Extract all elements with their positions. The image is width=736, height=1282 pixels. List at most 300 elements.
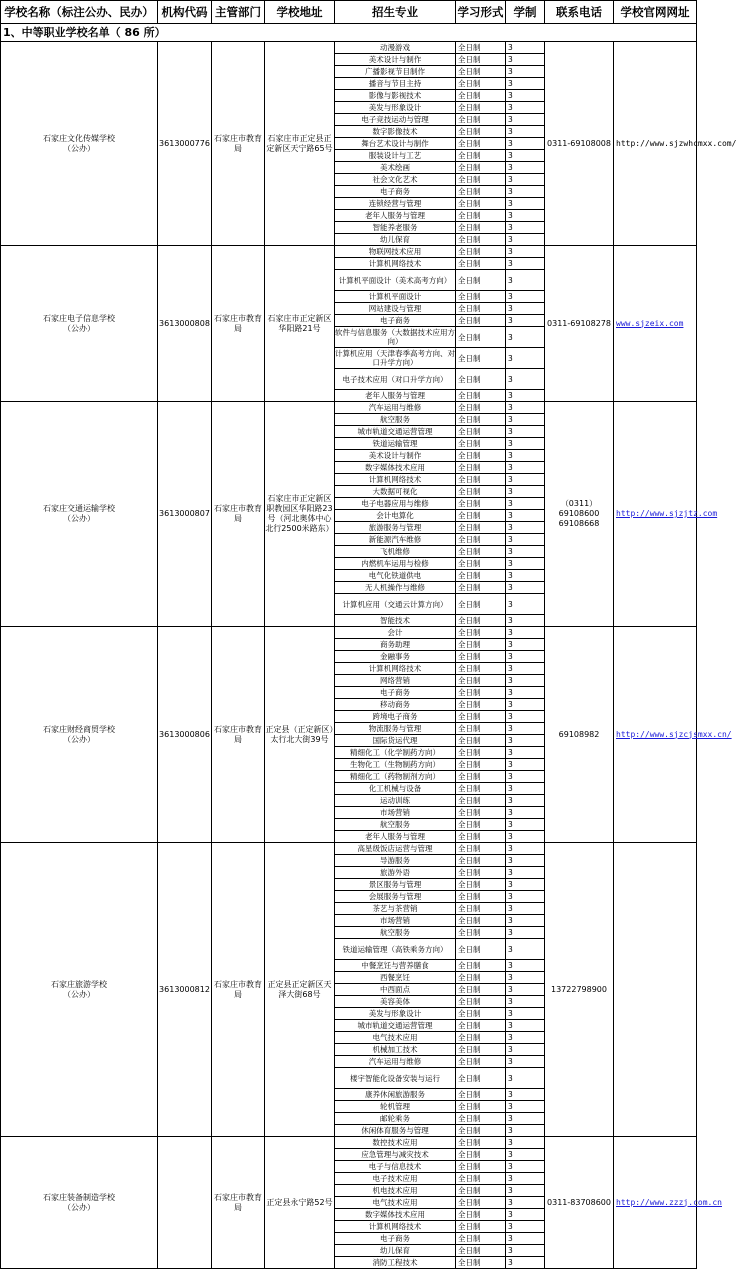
duration: 3 — [506, 90, 545, 102]
major-name: 航空服务 — [335, 414, 456, 426]
duration: 3 — [506, 174, 545, 186]
address: 石家庄市正定县正定新区天宁路65号 — [265, 42, 335, 246]
study-form: 全日制 — [456, 1032, 506, 1044]
duration: 3 — [506, 867, 545, 879]
major-name: 计算机网络技术 — [335, 474, 456, 486]
study-form: 全日制 — [456, 996, 506, 1008]
school-name: 石家庄装备制造学校 — [43, 1192, 115, 1202]
department: 石家庄市教育局 — [212, 42, 265, 246]
duration: 3 — [506, 699, 545, 711]
duration: 3 — [506, 462, 545, 474]
header-duration: 学制 — [506, 1, 545, 24]
major-name: 汽车运用与维修 — [335, 1056, 456, 1068]
duration: 3 — [506, 783, 545, 795]
major-name: 计算机网络技术 — [335, 1221, 456, 1233]
study-form: 全日制 — [456, 843, 506, 855]
website-cell[interactable] — [614, 627, 732, 843]
major-name: 茶艺与茶营销 — [335, 903, 456, 915]
address: 正定县永宁路52号 — [265, 1137, 335, 1269]
major-name: 会计电算化 — [335, 510, 456, 522]
duration: 3 — [506, 627, 545, 639]
duration: 3 — [506, 1185, 545, 1197]
school-name-cell — [1, 843, 158, 1137]
duration: 3 — [506, 1245, 545, 1257]
phone: 0311-69108008 — [545, 42, 614, 246]
study-form: 全日制 — [456, 1197, 506, 1209]
website-link[interactable]: http://www.zzzj.com.cn — [616, 1197, 722, 1207]
study-form: 全日制 — [456, 723, 506, 735]
study-form: 全日制 — [456, 1089, 506, 1101]
major-name: 高星级饭店运营与管理 — [335, 843, 456, 855]
study-form: 全日制 — [456, 258, 506, 270]
major-name: 中餐烹饪与营养膳食 — [335, 960, 456, 972]
study-form: 全日制 — [456, 462, 506, 474]
duration: 3 — [506, 186, 545, 198]
duration: 3 — [506, 570, 545, 582]
org-code — [158, 1137, 212, 1269]
duration: 3 — [506, 984, 545, 996]
major-name: 康养休闲旅游服务 — [335, 1089, 456, 1101]
study-form: 全日制 — [456, 1008, 506, 1020]
duration: 3 — [506, 1221, 545, 1233]
study-form: 全日制 — [456, 747, 506, 759]
study-form: 全日制 — [456, 246, 506, 258]
website-cell — [614, 42, 736, 246]
duration: 3 — [506, 1008, 545, 1020]
org-code: 3613000806 — [158, 627, 212, 843]
org-code: 3613000808 — [158, 246, 212, 402]
study-form: 全日制 — [456, 450, 506, 462]
duration: 3 — [506, 291, 545, 303]
duration: 3 — [506, 996, 545, 1008]
duration: 3 — [506, 402, 545, 414]
major-name: 电气技术应用 — [335, 1032, 456, 1044]
header-website: 学校官网网址 — [614, 1, 697, 24]
study-form: 全日制 — [456, 1125, 506, 1137]
duration: 3 — [506, 819, 545, 831]
duration: 3 — [506, 651, 545, 663]
major-name: 美术设计与制作 — [335, 450, 456, 462]
school-name-cell — [1, 402, 158, 627]
study-form: 全日制 — [456, 291, 506, 303]
major-name: 汽车运用与维修 — [335, 402, 456, 414]
duration: 3 — [506, 498, 545, 510]
school-name: 石家庄文化传媒学校 — [43, 133, 115, 143]
major-name: 计算机平面设计（美术高考方向） — [335, 270, 456, 291]
duration: 3 — [506, 1173, 545, 1185]
website-link[interactable]: www.sjzeix.com — [616, 318, 684, 328]
website-link[interactable]: http://www.sjzjtz.com — [616, 509, 718, 518]
study-form: 全日制 — [456, 438, 506, 450]
major-name: 动漫游戏 — [335, 42, 456, 54]
address: 石家庄市正定新区职教园区华阳路23号（河北奥体中心北行2500米路东） — [265, 402, 335, 627]
phone: 0311-83708600 — [545, 1137, 614, 1269]
duration: 3 — [506, 522, 545, 534]
study-form: 全日制 — [456, 1068, 506, 1089]
school-name: 石家庄旅游学校 — [51, 979, 107, 989]
org-code: 3613000807 — [158, 402, 212, 627]
study-form: 全日制 — [456, 855, 506, 867]
header-address: 学校地址 — [265, 1, 335, 24]
duration: 3 — [506, 807, 545, 819]
duration: 3 — [506, 735, 545, 747]
study-form: 全日制 — [456, 582, 506, 594]
duration: 3 — [506, 1149, 545, 1161]
duration: 3 — [506, 1032, 545, 1044]
study-form: 全日制 — [456, 819, 506, 831]
study-form: 全日制 — [456, 903, 506, 915]
duration: 3 — [506, 639, 545, 651]
major-name: 大数据可视化 — [335, 486, 456, 498]
duration: 3 — [506, 258, 545, 270]
study-form: 全日制 — [456, 891, 506, 903]
study-form: 全日制 — [456, 303, 506, 315]
study-form: 全日制 — [456, 138, 506, 150]
major-name: 航空服务 — [335, 927, 456, 939]
study-form: 全日制 — [456, 327, 506, 348]
duration: 3 — [506, 831, 545, 843]
study-form: 全日制 — [456, 486, 506, 498]
study-form: 全日制 — [456, 348, 506, 369]
major-name: 精细化工（药物制剂方向） — [335, 771, 456, 783]
major-name: 景区服务与管理 — [335, 879, 456, 891]
school-name-cell — [1, 1137, 158, 1269]
study-form: 全日制 — [456, 78, 506, 90]
study-form: 全日制 — [456, 150, 506, 162]
duration: 3 — [506, 438, 545, 450]
major-row — [1, 1137, 697, 1149]
department: 石家庄市教育局 — [212, 843, 265, 1137]
study-form: 全日制 — [456, 651, 506, 663]
study-form: 全日制 — [456, 867, 506, 879]
duration: 3 — [506, 1044, 545, 1056]
study-form: 全日制 — [456, 66, 506, 78]
duration: 3 — [506, 1113, 545, 1125]
major-name: 轮机管理 — [335, 1101, 456, 1113]
study-form: 全日制 — [456, 1113, 506, 1125]
duration: 3 — [506, 102, 545, 114]
major-name: 化工机械与设备 — [335, 783, 456, 795]
study-form: 全日制 — [456, 315, 506, 327]
school-type: （公办） — [63, 734, 95, 744]
study-form: 全日制 — [456, 1209, 506, 1221]
study-form: 全日制 — [456, 414, 506, 426]
phone: 13722798900 — [545, 843, 614, 1137]
major-row — [1, 246, 697, 258]
major-name: 城市轨道交通运营管理 — [335, 426, 456, 438]
duration: 3 — [506, 1101, 545, 1113]
school-type: （公办） — [63, 323, 95, 333]
department: 石家庄市教育局 — [212, 402, 265, 627]
school-type: （公办） — [63, 514, 95, 523]
address: 正定县正定新区天泽大街68号 — [265, 843, 335, 1137]
major-name: 软件与信息服务（大数据技术应用方向） — [335, 328, 455, 346]
study-form: 全日制 — [456, 1185, 506, 1197]
duration: 3 — [506, 414, 545, 426]
major-row — [1, 42, 697, 54]
duration: 3 — [506, 891, 545, 903]
study-form: 全日制 — [456, 1020, 506, 1032]
major-name: 美术设计与制作 — [335, 54, 456, 66]
study-form: 全日制 — [456, 510, 506, 522]
study-form: 全日制 — [456, 594, 506, 615]
study-form: 全日制 — [456, 390, 506, 402]
major-row — [1, 843, 697, 855]
duration: 3 — [506, 1125, 545, 1137]
study-form: 全日制 — [456, 270, 506, 291]
major-name: 精细化工（化学制药方向） — [335, 747, 456, 759]
major-name: 物流服务与管理 — [335, 723, 456, 735]
duration: 3 — [506, 675, 545, 687]
duration: 3 — [506, 1089, 545, 1101]
school-name: 石家庄电子信息学校 — [43, 313, 115, 323]
duration: 3 — [506, 327, 545, 348]
study-form: 全日制 — [456, 210, 506, 222]
major-name: 影像与影视技术 — [335, 90, 456, 102]
website-link[interactable]: http://www.sjzcjsmxx.cn/ — [616, 729, 732, 739]
study-form: 全日制 — [456, 1101, 506, 1113]
major-name: 城市轨道交通运营管理 — [335, 1020, 456, 1032]
major-name: 电气技术应用 — [335, 1197, 456, 1209]
phone: 69108982 — [545, 627, 614, 843]
section-row — [1, 24, 697, 42]
website-cell[interactable] — [614, 246, 697, 402]
study-form: 全日制 — [456, 102, 506, 114]
study-form: 全日制 — [456, 699, 506, 711]
duration: 3 — [506, 369, 545, 390]
duration: 3 — [506, 234, 545, 246]
major-name: 旅游服务与管理 — [335, 522, 456, 534]
phone: 0311-69108278 — [545, 246, 614, 402]
duration: 3 — [506, 1197, 545, 1209]
major-name: 美术绘画 — [335, 162, 456, 174]
major-name: 数控技术应用 — [335, 1137, 456, 1149]
major-name: 邮轮乘务 — [335, 1113, 456, 1125]
duration: 3 — [506, 594, 545, 615]
study-form: 全日制 — [456, 1056, 506, 1068]
duration: 3 — [506, 198, 545, 210]
study-form: 全日制 — [456, 771, 506, 783]
major-name: 幼儿保育 — [335, 234, 456, 246]
major-row — [1, 402, 697, 414]
major-name: 电子技术应用（对口升学方向） — [335, 369, 456, 390]
duration: 3 — [506, 78, 545, 90]
major-name: 舞台艺术设计与制作 — [335, 138, 456, 150]
duration: 3 — [506, 687, 545, 699]
duration: 3 — [506, 150, 545, 162]
duration: 3 — [506, 474, 545, 486]
department: 石家庄市教育局 — [212, 1137, 265, 1269]
study-form: 全日制 — [456, 426, 506, 438]
header-phone: 联系电话 — [545, 1, 614, 24]
section-title: 1、中等职业学校名单（ 86 所） — [1, 24, 697, 42]
duration: 3 — [506, 126, 545, 138]
school-name-cell — [1, 627, 158, 843]
major-name: 铁道运输管理 — [335, 438, 456, 450]
study-form: 全日制 — [456, 546, 506, 558]
major-name: 广播影视节目制作 — [335, 66, 456, 78]
study-form: 全日制 — [456, 570, 506, 582]
department: 石家庄市教育局 — [212, 627, 265, 843]
major-name: 数字媒体技术应用 — [335, 462, 456, 474]
major-name: 电气化铁道供电 — [335, 570, 456, 582]
header-study-form: 学习形式 — [456, 1, 506, 24]
major-name: 幼儿保育 — [335, 1245, 456, 1257]
study-form: 全日制 — [456, 534, 506, 546]
major-name: 老年人服务与管理 — [335, 831, 456, 843]
major-name: 铁道运输管理（高铁乘务方向） — [335, 939, 456, 960]
duration: 3 — [506, 1020, 545, 1032]
major-name: 航空服务 — [335, 819, 456, 831]
study-form: 全日制 — [456, 1149, 506, 1161]
study-form: 全日制 — [456, 1233, 506, 1245]
duration: 3 — [506, 1161, 545, 1173]
school-name-cell — [1, 246, 158, 402]
major-name: 飞机维修 — [335, 546, 456, 558]
major-name: 电子商务 — [335, 1233, 456, 1245]
duration: 3 — [506, 558, 545, 570]
major-name: 市场营销 — [335, 915, 456, 927]
major-name: 计算机网络技术 — [335, 258, 456, 270]
major-name: 美发与形象设计 — [335, 1008, 456, 1020]
study-form: 全日制 — [456, 807, 506, 819]
school-name: 石家庄财经商贸学校 — [43, 724, 115, 734]
website-link: http://www.sjzwhcmxx.com/ — [616, 138, 736, 148]
duration: 3 — [506, 759, 545, 771]
major-name: 跨境电子商务 — [335, 711, 456, 723]
school-name-cell — [1, 42, 158, 246]
duration: 3 — [506, 663, 545, 675]
duration: 3 — [506, 771, 545, 783]
duration: 3 — [506, 747, 545, 759]
major-name: 生物化工（生物制药方向） — [335, 759, 456, 771]
major-name: 网站建设与管理 — [335, 303, 456, 315]
school-type: （公办） — [63, 1202, 95, 1212]
major-name: 内燃机车运用与检修 — [335, 558, 456, 570]
major-name: 新能源汽车维修 — [335, 534, 456, 546]
duration: 3 — [506, 315, 545, 327]
address: 石家庄市正定新区华阳路21号 — [265, 246, 335, 402]
study-form: 全日制 — [456, 687, 506, 699]
study-form: 全日制 — [456, 198, 506, 210]
major-name: 国际货运代理 — [335, 735, 456, 747]
major-name: 播音与节目主持 — [335, 78, 456, 90]
major-name: 美发与形象设计 — [335, 102, 456, 114]
duration: 3 — [506, 210, 545, 222]
header-department: 主管部门 — [212, 1, 265, 24]
duration: 3 — [506, 723, 545, 735]
major-name: 会展服务与管理 — [335, 891, 456, 903]
major-name: 楼宇智能化设备安装与运行 — [335, 1068, 456, 1089]
duration: 3 — [506, 927, 545, 939]
website-cell[interactable] — [614, 1137, 722, 1269]
major-name: 电子商务 — [335, 687, 456, 699]
study-form: 全日制 — [456, 735, 506, 747]
phone: （0311）69108600 69108668 — [545, 402, 614, 627]
department: 石家庄市教育局 — [212, 246, 265, 402]
duration: 3 — [506, 795, 545, 807]
duration: 3 — [506, 390, 545, 402]
duration: 3 — [506, 450, 545, 462]
major-name: 旅游外语 — [335, 867, 456, 879]
study-form: 全日制 — [456, 1161, 506, 1173]
major-name: 无人机操作与维修 — [335, 582, 456, 594]
major-name: 老年人服务与管理 — [335, 210, 456, 222]
org-code: 3613000812 — [158, 843, 212, 1137]
major-name: 美容美体 — [335, 996, 456, 1008]
study-form: 全日制 — [456, 42, 506, 54]
study-form: 全日制 — [456, 234, 506, 246]
study-form: 全日制 — [456, 54, 506, 66]
duration: 3 — [506, 1137, 545, 1149]
study-form: 全日制 — [456, 663, 506, 675]
duration: 3 — [506, 1056, 545, 1068]
study-form: 全日制 — [456, 783, 506, 795]
website-cell[interactable] — [614, 402, 718, 627]
major-name: 电子竞技运动与管理 — [335, 114, 456, 126]
major-name: 连锁经营与管理 — [335, 198, 456, 210]
major-name: 电子技术应用 — [335, 1173, 456, 1185]
study-form: 全日制 — [456, 615, 506, 627]
major-name: 智能养老服务 — [335, 222, 456, 234]
major-name: 物联网技术应用 — [335, 246, 456, 258]
study-form: 全日制 — [456, 114, 506, 126]
major-name: 移动商务 — [335, 699, 456, 711]
duration: 3 — [506, 1233, 545, 1245]
major-name: 老年人服务与管理 — [335, 390, 456, 402]
study-form: 全日制 — [456, 402, 506, 414]
study-form: 全日制 — [456, 162, 506, 174]
duration: 3 — [506, 843, 545, 855]
duration: 3 — [506, 855, 545, 867]
major-name: 运动训练 — [335, 795, 456, 807]
study-form: 全日制 — [456, 186, 506, 198]
duration: 3 — [506, 582, 545, 594]
study-form: 全日制 — [456, 498, 506, 510]
major-name: 智能技术 — [335, 615, 456, 627]
study-form: 全日制 — [456, 759, 506, 771]
address: 正定县（正定新区）太行北大街39号 — [265, 627, 335, 843]
study-form: 全日制 — [456, 831, 506, 843]
major-name: 计算机平面设计 — [335, 291, 456, 303]
study-form: 全日制 — [456, 711, 506, 723]
major-name: 电子与信息技术 — [335, 1161, 456, 1173]
study-form: 全日制 — [456, 1173, 506, 1185]
study-form: 全日制 — [456, 1257, 506, 1269]
major-name: 电子电器应用与维修 — [335, 498, 456, 510]
duration: 3 — [506, 114, 545, 126]
duration: 3 — [506, 903, 545, 915]
org-code: 3613000776 — [158, 42, 212, 246]
major-name: 社会文化艺术 — [335, 174, 456, 186]
study-form: 全日制 — [456, 558, 506, 570]
study-form: 全日制 — [456, 915, 506, 927]
header-org-code: 机构代码 — [158, 1, 212, 24]
duration: 3 — [506, 246, 545, 258]
duration: 3 — [506, 534, 545, 546]
duration: 3 — [506, 348, 545, 369]
major-name: 市场营销 — [335, 807, 456, 819]
major-name: 导游服务 — [335, 855, 456, 867]
duration: 3 — [506, 1257, 545, 1269]
duration: 3 — [506, 960, 545, 972]
major-name: 数字影像技术 — [335, 126, 456, 138]
major-name: 金融事务 — [335, 651, 456, 663]
header-school-name: 学校名称（标注公办、民办） — [1, 1, 158, 24]
duration: 3 — [506, 546, 545, 558]
major-name: 会计 — [335, 627, 456, 639]
duration: 3 — [506, 915, 545, 927]
